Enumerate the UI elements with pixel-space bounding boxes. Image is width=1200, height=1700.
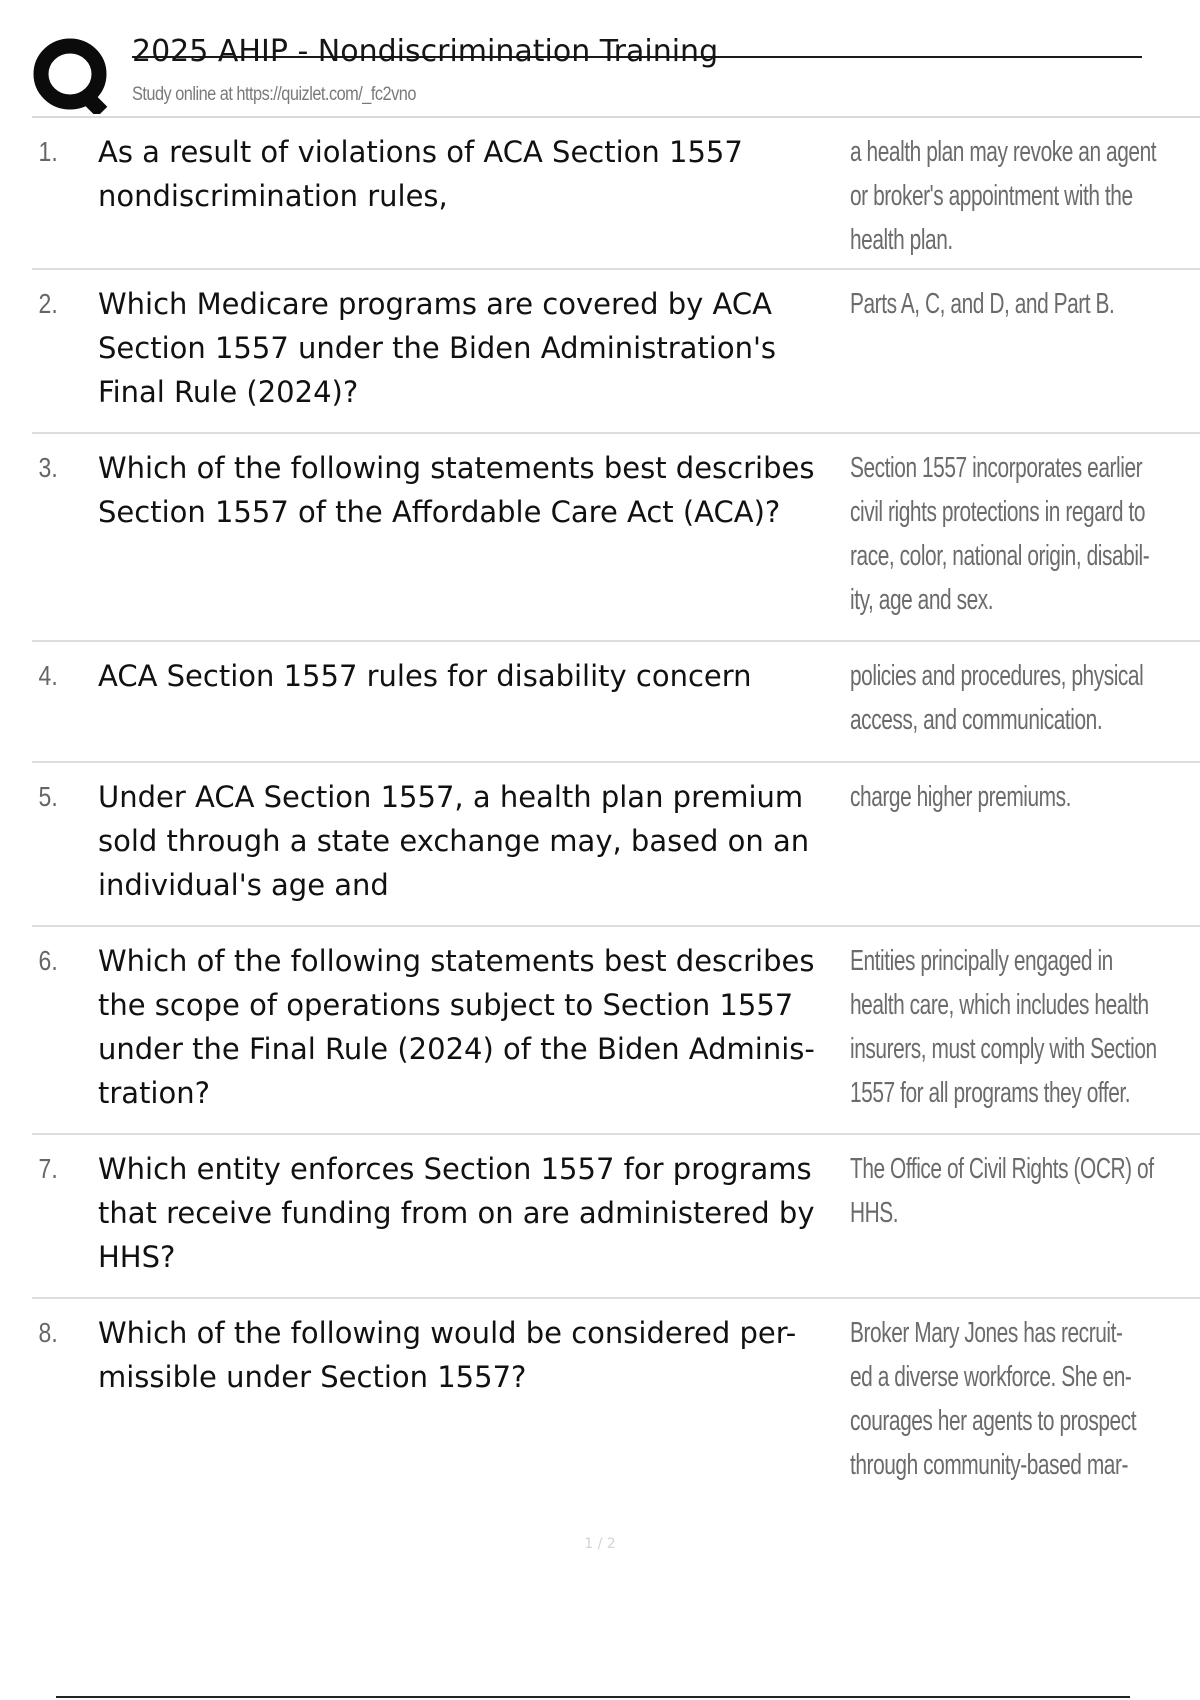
term-line: Which of the following statements best describes [98,451,815,485]
term-line: sold through a state exchange may, based on an [98,824,810,858]
definition-line: or broker's appointment with the [850,180,1133,212]
term-line: the scope of operations subject to Section 1557 [98,988,794,1022]
card-term [98,118,844,218]
definition-line: Parts A, C, and D, and Part B. [850,288,1115,320]
card-term [98,927,844,1115]
term-line: individual's age and [98,868,389,902]
document-header [32,30,1142,114]
card-definition [844,434,1200,622]
term-line: tration? [98,1076,211,1110]
term-line: Section 1557 under the Biden Administration's [98,331,777,365]
definition-line: civil rights protections in regard to [850,496,1146,528]
definition-line: access, and communication. [850,704,1103,736]
term-line: Section 1557 of the Affordable Care Act (ACA)? [98,495,781,529]
term-line: Which of the following would be considered per- [98,1316,797,1350]
definition-line: health plan. [850,224,953,256]
card-definition [844,1135,1200,1235]
card-number: 6. [38,945,58,976]
term-line: ACA Section 1557 rules for disability concern [98,659,752,693]
flashcard-row [32,763,1200,927]
card-definition [844,763,1200,819]
study-online-link[interactable]: Study online at https://quizlet.com/_fc2vno [132,84,416,105]
definition-line: The Office of Civil Rights (OCR) of [850,1153,1154,1185]
flashcard-list [32,118,1200,1499]
card-number: 5. [38,781,58,812]
definition-line: a health plan may revoke an agent [850,136,1157,168]
document-title: 2025 AHIP - Nondiscrimination Training [132,34,719,69]
card-definition [844,118,1200,262]
definition-line: Broker Mary Jones has recruit- [850,1317,1123,1349]
card-number: 1. [38,136,58,167]
card-term [98,642,844,698]
term-line: As a result of violations of ACA Section 1557 [98,135,743,169]
term-line: HHS? [98,1240,176,1274]
quizlet-logo-icon [32,34,112,114]
term-line: Which of the following statements best describes [98,944,815,978]
definition-line: courages her agents to prospect [850,1405,1137,1437]
definition-line: 1557 for all programs they offer. [850,1077,1131,1109]
flashcard-row [32,927,1200,1135]
definition-line: charge higher premiums. [850,781,1072,813]
card-number: 4. [38,660,58,691]
term-line: that receive funding from on are administered by [98,1196,815,1230]
card-definition [844,270,1200,326]
card-number: 2. [38,288,58,319]
term-line: missible under Section 1557? [98,1360,527,1394]
definition-line: HHS. [850,1197,899,1229]
card-term [98,434,844,534]
term-line: under the Final Rule (2024) of the Biden Adminis- [98,1032,815,1066]
term-line: Which entity enforces Section 1557 for programs [98,1152,812,1186]
card-definition [844,1299,1200,1487]
flashcard-row [32,1299,1200,1499]
flashcard-row [32,434,1200,642]
flashcard-row [32,270,1200,434]
definition-line: policies and procedures, physical [850,660,1144,692]
card-number: 7. [38,1153,58,1184]
definition-line: ity, age and sex. [850,584,994,616]
definition-line: health care, which includes health [850,989,1149,1021]
card-definition [844,927,1200,1115]
card-term [98,1299,844,1399]
card-number: 3. [38,452,58,483]
card-term [98,270,844,414]
footer-rule [56,1696,1130,1698]
term-line: Under ACA Section 1557, a health plan premium [98,780,804,814]
flashcard-row [32,1135,1200,1299]
term-line: Final Rule (2024)? [98,375,359,409]
definition-line: ed a diverse workforce. She en- [850,1361,1132,1393]
page-indicator: 1 / 2 [584,1536,616,1552]
flashcard-row [32,118,1200,270]
definition-line: insurers, must comply with Section [850,1033,1157,1065]
term-line: Which Medicare programs are covered by ACA [98,287,772,321]
definition-line: race, color, national origin, disabil- [850,540,1150,572]
flashcard-row [32,642,1200,763]
card-term [98,1135,844,1279]
card-term [98,763,844,907]
term-line: nondiscrimination rules, [98,179,448,213]
card-definition [844,642,1200,742]
definition-line: through community-based mar- [850,1449,1129,1481]
card-number: 8. [38,1317,58,1348]
definition-line: Section 1557 incorporates earlier [850,452,1143,484]
definition-line: Entities principally engaged in [850,945,1113,977]
